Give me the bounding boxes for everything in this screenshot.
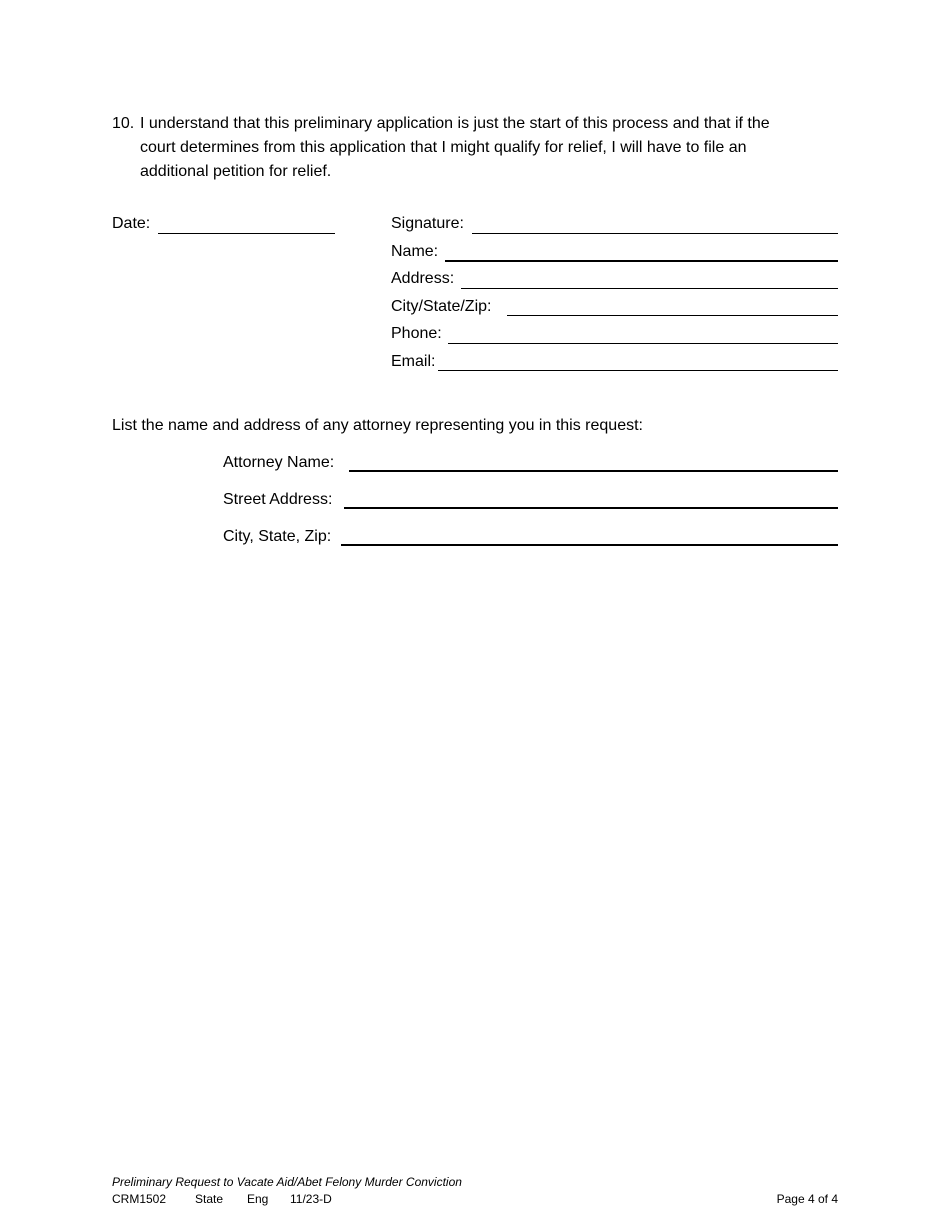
attorney-street-field[interactable]	[344, 507, 838, 509]
phone-label: Phone:	[391, 325, 442, 342]
attorney-name-field[interactable]	[349, 470, 838, 472]
attorney-instruction: List the name and address of any attorney representing you in this request:	[112, 417, 643, 434]
date-field[interactable]	[158, 233, 335, 234]
item-10-line-1: I understand that this preliminary application is just the start of this process and that if the	[140, 115, 770, 132]
signature-label: Signature:	[391, 215, 464, 232]
email-field[interactable]	[438, 370, 838, 371]
footer-language: Eng	[247, 1192, 269, 1206]
attorney-street-label: Street Address:	[223, 491, 333, 508]
city-state-zip-field[interactable]	[507, 315, 838, 316]
name-label: Name:	[391, 243, 439, 260]
footer-form-number: CRM1502	[112, 1192, 167, 1206]
attorney-name-label: Attorney Name:	[223, 454, 335, 471]
signature-field[interactable]	[472, 233, 838, 234]
footer-revision: 11/23-D	[290, 1192, 332, 1206]
address-label: Address:	[391, 270, 455, 287]
attorney-city-label: City, State, Zip:	[223, 528, 332, 545]
attorney-city-field[interactable]	[341, 544, 838, 546]
item-10-line-2: court determines from this application that I might qualify for relief, I will have to file an	[140, 139, 747, 156]
name-field[interactable]	[445, 260, 838, 262]
phone-field[interactable]	[448, 343, 838, 344]
date-label: Date:	[112, 215, 151, 232]
city-state-zip-label: City/State/Zip:	[391, 298, 492, 315]
footer-page-number: Page 4 of 4	[776, 1192, 838, 1206]
item-10-number: 10.	[112, 115, 135, 132]
footer-jurisdiction: State	[195, 1192, 224, 1206]
item-10-line-3: additional petition for relief.	[140, 163, 332, 180]
footer-title: Preliminary Request to Vacate Aid/Abet Felony Murder Conviction	[112, 1175, 462, 1189]
email-label: Email:	[391, 353, 436, 370]
address-field[interactable]	[461, 288, 838, 289]
